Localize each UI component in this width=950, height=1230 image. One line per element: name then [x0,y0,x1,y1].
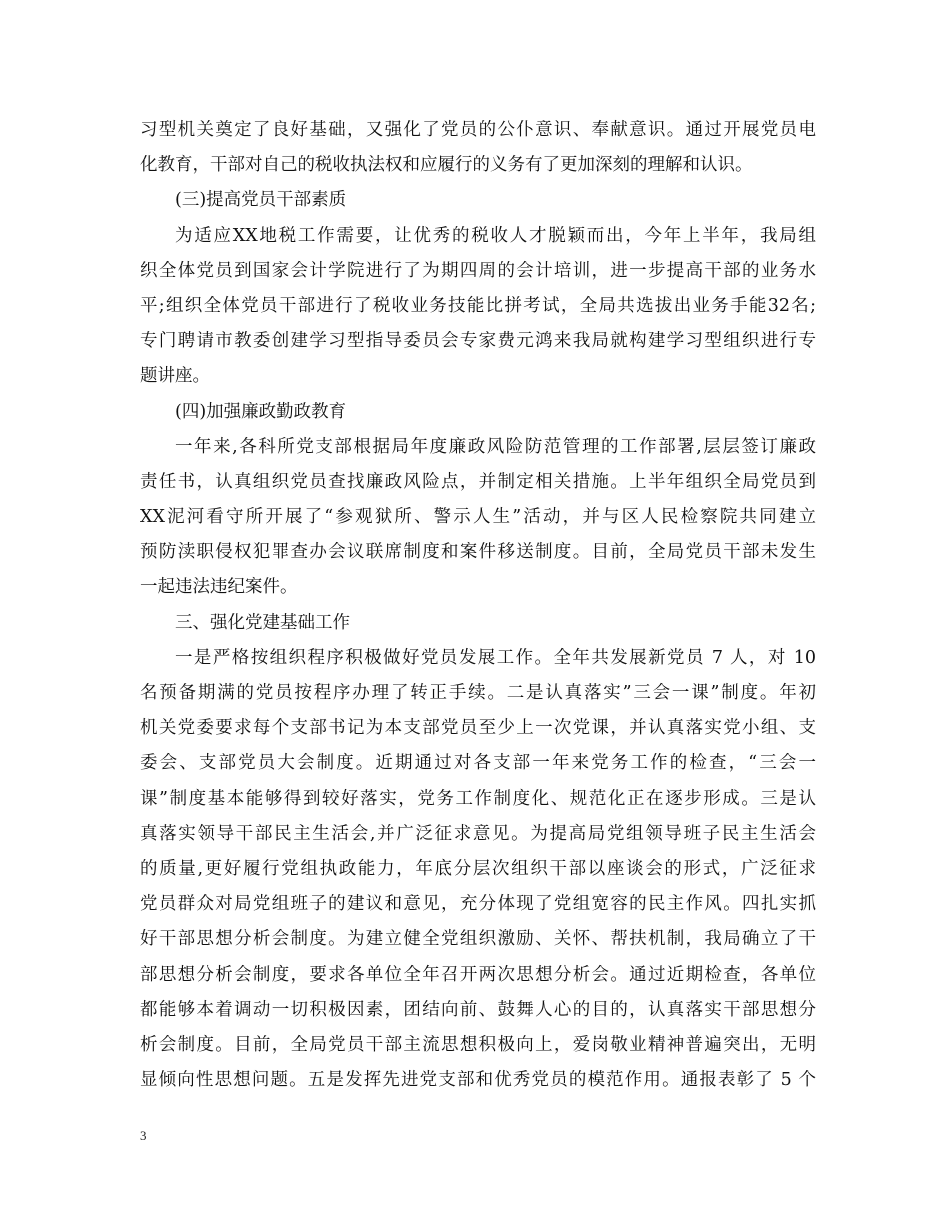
text-line: 责任书，认真组织党员查找廉政风险点，并制定相关措施。上半年组织全局党员到 [140,471,816,492]
document-body-text [140,113,816,1098]
text-line: XX泥河看守所开展了“参观狱所、警示人生”活动，并与区人民检察院共同建立 [140,507,816,528]
text-line: 题讲座。 [140,366,210,387]
text-line: 显倾向性思想问题。五是发挥先进党支部和优秀党员的模范作用。通报表彰了 5 个 [140,1070,816,1091]
text-line: 部思想分析会制度，要求各单位全年召开两次思想分析会。通过近期检查，各单位 [140,964,816,985]
text-line: 析会制度。目前，全局党员干部主流思想积极向上，爱岗敬业精神普遍突出，无明 [140,1034,816,1055]
text-line: (三)提高党员干部素质 [175,190,347,211]
text-line: 织全体党员到国家会计学院进行了为期四周的会计培训，进一步提高干部的业务水 [140,260,816,281]
text-line: 习型机关奠定了良好基础，又强化了党员的公仆意识、奉献意识。通过开展党员电 [140,120,816,140]
text-line: 党员群众对局党组班子的建议和意见，充分体现了党组宽容的民主作风。四扎实抓 [140,894,816,915]
text-line: 真落实领导干部民主生活会,并广泛征求意见。为提高局党组领导班子民主生活会 [140,823,816,844]
text-line: 化教育，干部对自己的税收执法权和应履行的义务有了更加深刻的理解和认识。 [140,155,753,176]
text-line: 为适应XX地税工作需要，让优秀的税收人才脱颖而出，今年上半年，我局组 [175,225,816,246]
text-line: 一起违法违纪案件。 [140,577,298,598]
text-line: (四)加强廉政勤政教育 [175,401,347,422]
text-line: 课”制度基本能够得到较好落实，党务工作制度化、规范化正在逐步形成。三是认 [140,788,816,809]
page-number: 3 [140,1128,147,1143]
text-line: 一年来,各科所党支部根据局年度廉政风险防范管理的工作部署,层层签订廉政 [175,436,816,457]
text-line: 三、强化党建基础工作 [175,612,350,633]
text-line: 平;组织全体党员干部进行了税收业务技能比拼考试，全局共选拔出业务手能32名; [140,295,816,316]
text-line: 名预备期满的党员按程序办理了转正手续。二是认真落实”三会一课”制度。年初 [140,683,816,703]
text-line: 预防渎职侵权犯罪查办会议联席制度和案件移送制度。目前，全局党员干部未发生 [140,542,816,563]
text-line: 机关党委要求每个支部书记为本支部党员至少上一次党课，并认真落实党小组、支 [140,718,816,739]
text-line: 的质量,更好履行党组执政能力，年底分层次组织干部以座谈会的形式，广泛征求 [140,858,816,879]
text-line: 委会、支部党员大会制度。近期通过对各支部一年来党务工作的检查，“三会一 [140,753,816,774]
text-line: 一是严格按组织程序积极做好党员发展工作。全年共发展新党员 7 人，对 10 [175,647,816,668]
text-line: 好干部思想分析会制度。为建立健全党组织激励、关怀、帮扶机制，我局确立了干 [140,929,816,950]
text-line: 都能够本着调动一切积极因素，团结向前、鼓舞人心的目的，认真落实干部思想分 [140,999,816,1020]
text-line: 专门聘请市教委创建学习型指导委员会专家费元鸿来我局就构建学习型组织进行专 [140,331,816,352]
